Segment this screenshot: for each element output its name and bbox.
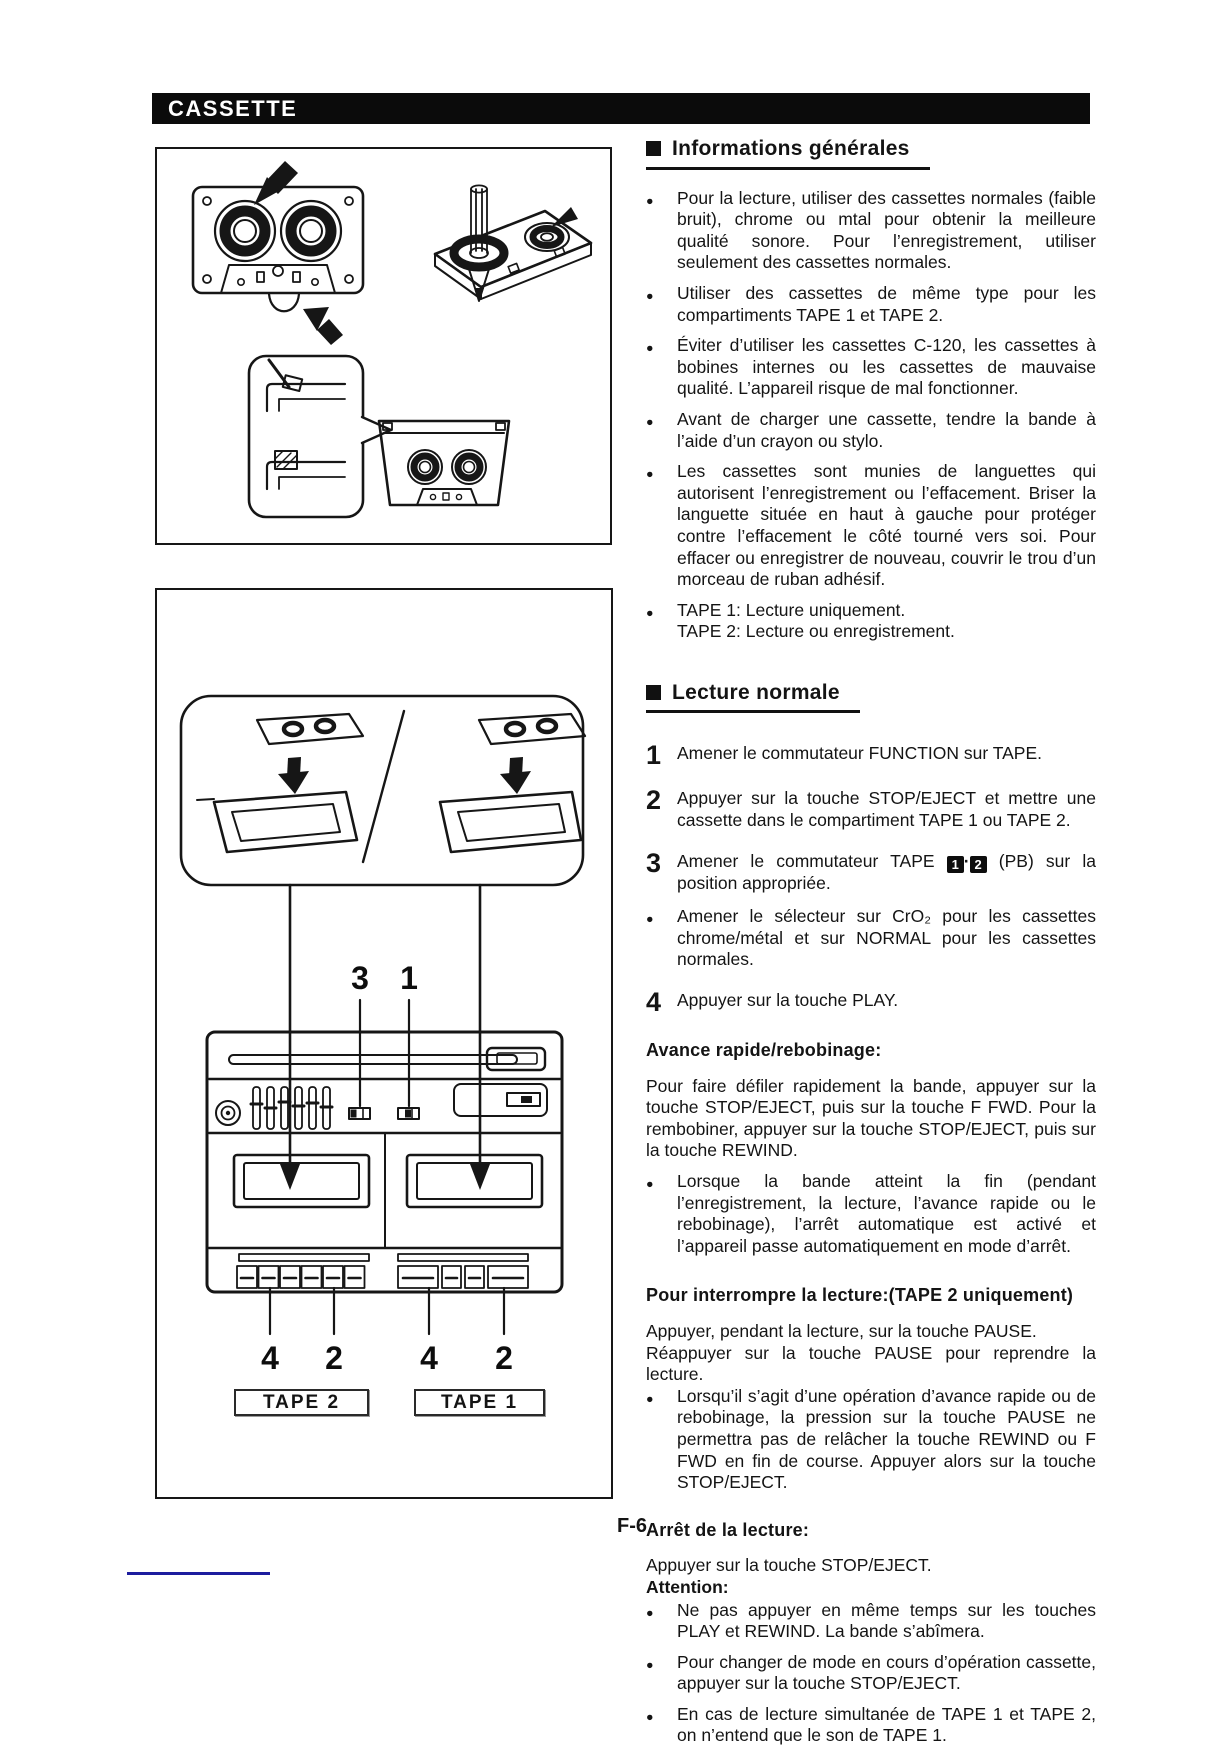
step-text: Appuyer sur la touche PLAY.: [677, 990, 899, 1011]
bottom-blue-rule: [127, 1572, 270, 1575]
bullet-text: Les cassettes sont munies de languettes qui autorisent l’enregistrement ou l’effacement. Briser la languette située en haut à gauche pour protéger contre l’effacement le côté tourné vers soi. Pour effacer ou enregistrer de nouveau, couvrir le trou d’un morceau de ruban adhésif.: [677, 461, 1096, 590]
bullet-icon: ●: [646, 912, 654, 927]
info-bullet: [646, 461, 1096, 591]
info-bullet: [646, 283, 1096, 326]
tape1-transport-buttons: [398, 1266, 528, 1288]
figure-cassette-handling: [155, 147, 612, 545]
step-text: Amener le commutateur FUNCTION sur TAPE.: [677, 743, 1042, 764]
step-number: 3: [646, 847, 662, 878]
cassette-handling-drawing: [157, 149, 614, 547]
tape1-mode-line: TAPE 1: Lecture uniquement.: [677, 599, 906, 620]
attention-bullet: [646, 1652, 1096, 1695]
eq-sliders: [251, 1087, 332, 1129]
tape-switch-3: [349, 1108, 370, 1119]
tape-over-hole-detail: [267, 451, 345, 489]
pause-heading: Pour interrompre la lecture:(TAPE 2 uniquement): [646, 1285, 1074, 1306]
bullet-text: En cas de lecture simultanée de TAPE 1 et TAPE 2, on n’entend que le son de TAPE 1.: [677, 1703, 1096, 1746]
loop-arrow-icon: [303, 307, 343, 345]
pause-line2: Réappuyer sur la touche PAUSE pour reprendre la lecture.: [646, 1342, 1096, 1385]
tape1-caption: TAPE 1: [414, 1389, 545, 1416]
bullet-icon: ●: [646, 605, 654, 620]
bullet-icon: ●: [646, 1177, 654, 1191]
info-bullet: [646, 335, 1096, 400]
section-marker-square: [646, 685, 661, 700]
bullet-text: Pour changer de mode en cours d’opération cassette, appuyer sur la touche STOP/EJECT.: [677, 1651, 1096, 1694]
tape2-door: [234, 1155, 369, 1207]
step-1: [646, 741, 1096, 769]
tape2-transport-buttons: [237, 1266, 365, 1288]
break-tab-detail: [267, 360, 345, 411]
attention-bullet: [646, 1600, 1096, 1643]
tab-detail-callout: [249, 356, 391, 517]
section-marker-square: [646, 141, 661, 156]
stereo-front-panel-illustration: [207, 1032, 562, 1292]
tape2-mode-line: TAPE 2: Lecture ou enregistrement.: [677, 621, 955, 642]
callout-number-4a: 4: [261, 1340, 279, 1376]
bullet-icon: ●: [646, 1657, 654, 1672]
insert-cassette-left: [197, 714, 363, 852]
bullet-icon: ●: [646, 414, 654, 429]
page-title: CASSETTE: [168, 95, 298, 121]
cassette-front-illustration: [193, 187, 363, 311]
step-text: Appuyer sur la touche STOP/EJECT et mettre une cassette dans le compartiment TAPE 1 ou TAPE 2.: [677, 788, 1096, 831]
callout-number-3: 3: [351, 960, 369, 996]
step-number: 4: [646, 987, 662, 1018]
bullet-icon: ●: [646, 1709, 654, 1724]
bullet-icon: ●: [646, 288, 654, 303]
tape1-badge-icon: 1: [947, 856, 964, 873]
callout-number-2b: 2: [495, 1340, 513, 1376]
bullet-text: Avant de charger une cassette, tendre la bande à l’aide d’un crayon ou stylo.: [677, 408, 1096, 451]
section-heading-lecture: [646, 680, 1096, 714]
loading-panel-drawing: [157, 590, 611, 1497]
stop-paragraph: Appuyer sur la touche STOP/EJECT.: [646, 1555, 932, 1576]
insert-cassette-right: [440, 714, 585, 852]
ff-heading: Avance rapide/rebobinage:: [646, 1040, 882, 1061]
pause-bullet: [646, 1386, 1096, 1494]
pencil-winding-illustration: [435, 185, 591, 301]
info-bullet: [646, 188, 1096, 274]
reel-arrow-icon: [254, 161, 298, 205]
step-number: 2: [646, 785, 662, 816]
page-header-bar: [152, 93, 1090, 124]
bullet-text: Utiliser des cassettes de même type pour les compartiments TAPE 1 et TAPE 2.: [677, 282, 1096, 325]
tape1-door: [407, 1155, 542, 1207]
pause-line1: Appuyer, pendant la lecture, sur la touche PAUSE.: [646, 1320, 1037, 1341]
section-heading-informations: [646, 136, 1096, 170]
step-3: [646, 849, 1096, 895]
cro2-bullet: [646, 906, 1096, 971]
callout-number-1: 1: [400, 960, 418, 996]
bullet-icon: ●: [646, 1391, 654, 1406]
tape-loop: [269, 294, 299, 311]
text-column: [646, 136, 1096, 1747]
bullet-text: Éviter d’utiliser les cassettes C-120, les cassettes à bobines internes ou les cassettes de mauvaise qualité. L’appareil risque de mal fonctionner.: [677, 335, 1096, 399]
info-bullet: [646, 409, 1096, 452]
insertion-callout-illustration: [181, 696, 585, 885]
step-2: [646, 786, 1096, 831]
bullet-icon: ●: [646, 1605, 654, 1620]
tape2-caption: TAPE 2: [234, 1389, 369, 1416]
callout-number-2a: 2: [325, 1340, 343, 1376]
tuning-slider: [229, 1055, 517, 1064]
cassette-rear-illustration: [379, 421, 509, 505]
tape2-badge-icon: 2: [970, 856, 987, 873]
section-title: Informations générales: [672, 137, 910, 160]
bullet-text: Pour la lecture, utiliser des cassettes normales (faible bruit), chrome ou mtal pour obtenir la meilleure qualité sonore. Pour l’enregistrement, utiliser seulement des cassettes normales.: [677, 187, 1096, 273]
attention-bullet: [646, 1704, 1096, 1747]
stop-heading: Arrêt de la lecture:: [646, 1519, 810, 1540]
insert-arrow-icon: [278, 757, 309, 794]
bullet-text: Lorsque la bande atteint la fin (pendant l’enregistrement, la lecture, l’avance rapide ou le rebobinage), l’arrêt automatique est activé et l’appareil passe automatiquement en mode d’arrêt.: [677, 1171, 1096, 1256]
ff-bullet: [646, 1171, 1096, 1257]
callout-number-4b: 4: [420, 1340, 438, 1376]
info-bullet-tape-modes: [646, 600, 1096, 643]
bullet-icon: ●: [646, 467, 654, 482]
bullet-icon: ●: [646, 193, 654, 208]
step-text: Amener le commutateur TAPE 1 · 2 (PB) sur la position appropriée.: [677, 850, 1097, 893]
bullet-text: Lorsqu’il s’agit d’une opération d’avance rapide ou de rebobinage, la pression sur la touche PAUSE ne permettra pas de relâcher la touche REWIND ou F FWD en fin de course. Appuyer alors sur la touche STOP/EJECT.: [677, 1385, 1096, 1493]
right-control-block: [454, 1084, 547, 1116]
bullet-text: Amener le sélecteur sur CrO₂ pour les cassettes chrome/métal et sur NORMAL pour les cassettes normales.: [677, 906, 1096, 970]
bullet-icon: ●: [646, 341, 654, 356]
page-number: F-6: [617, 1515, 647, 1537]
ff-paragraph: Pour faire défiler rapidement la bande, appuyer sur la touche STOP/EJECT, puis sur la touche F FWD. Pour la rembobiner, appuyer sur la touche STOP/EJECT, puis sur la touche REWIND.: [646, 1075, 1096, 1161]
tape-switch-1: [398, 1108, 419, 1119]
attention-heading: Attention:: [646, 1576, 729, 1597]
bullet-text: Ne pas appuyer en même temps sur les touches PLAY et REWIND. La bande s’abîmera.: [677, 1599, 1096, 1642]
figure-loading-and-panel: [155, 588, 613, 1499]
insert-arrow-icon: [500, 757, 531, 794]
volume-knob: [216, 1101, 240, 1125]
step-4: [646, 988, 1096, 1016]
step-number: 1: [646, 740, 662, 771]
section-title: Lecture normale: [672, 680, 840, 704]
